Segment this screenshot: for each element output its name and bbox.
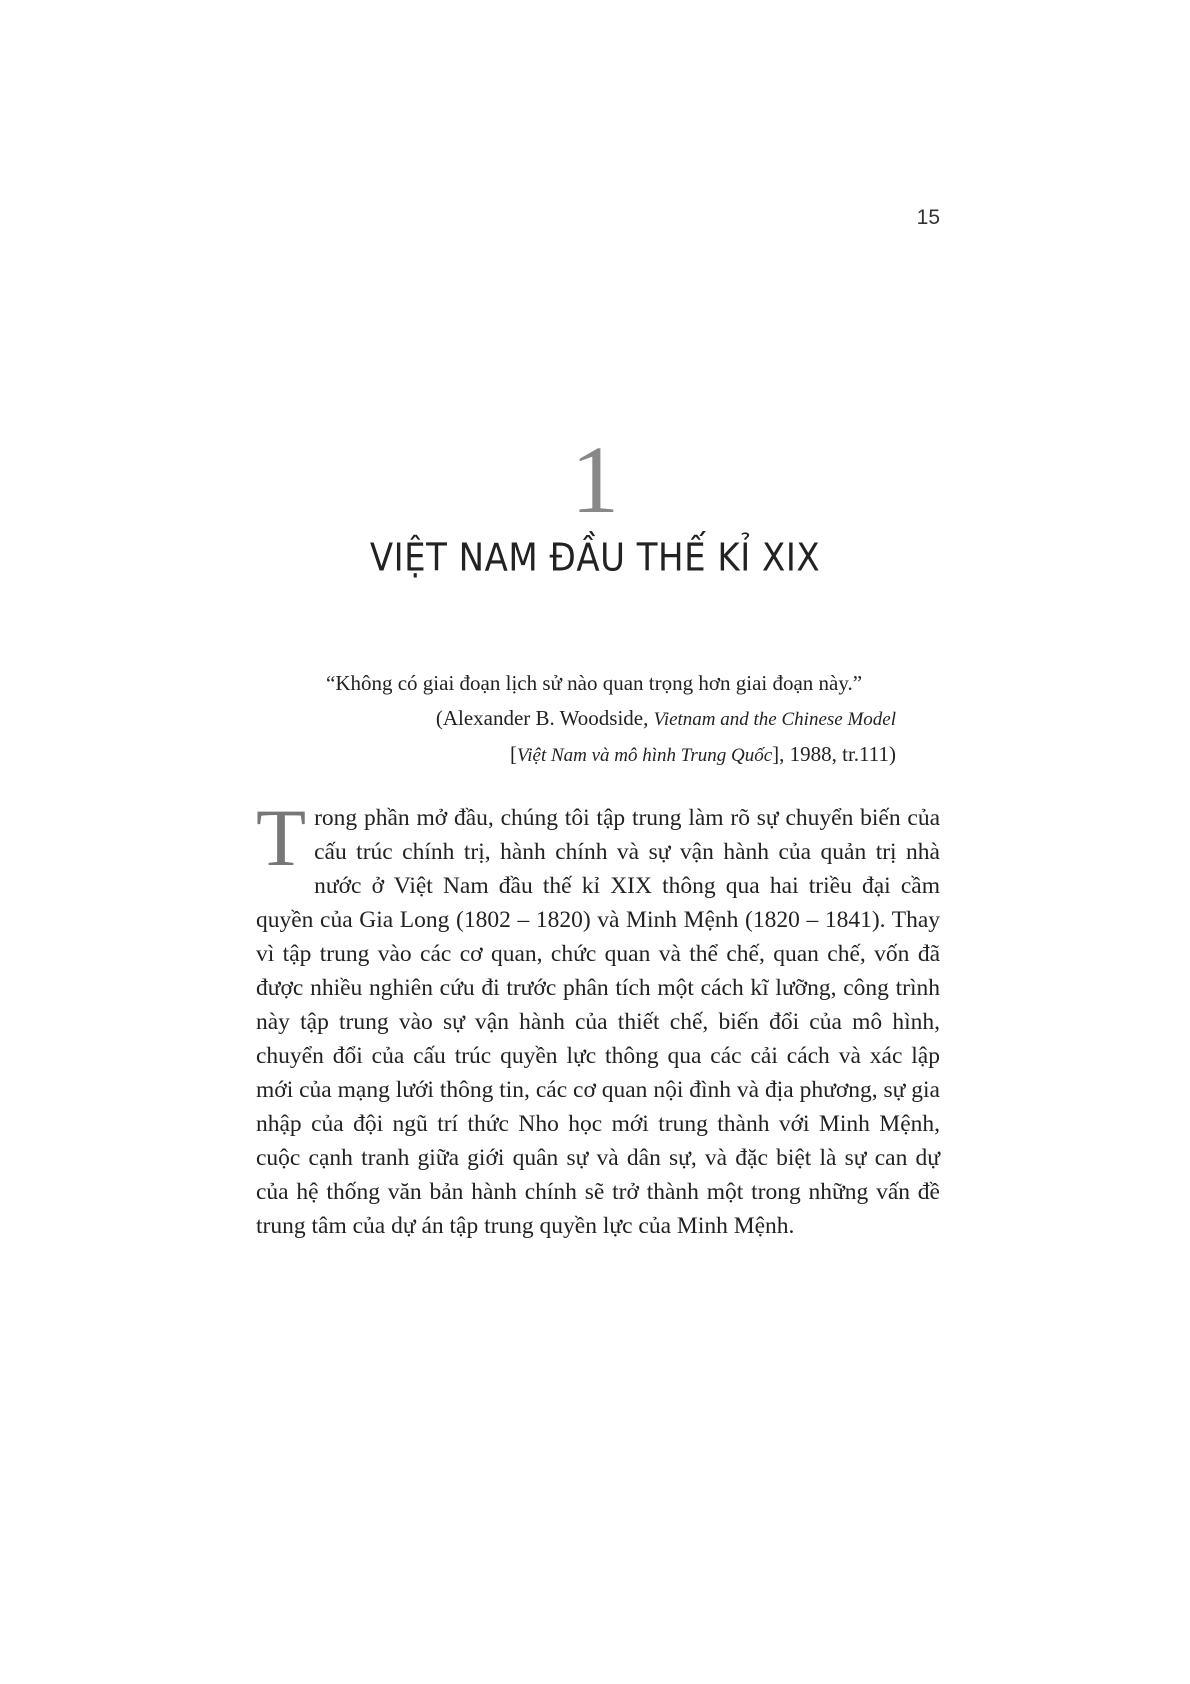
- page-number: 15: [916, 206, 940, 229]
- epigraph-bracket-open: [: [510, 742, 518, 766]
- epigraph-author: (Alexander B. Woodside,: [435, 706, 654, 730]
- epigraph-attribution-line-1: [256, 701, 896, 737]
- epigraph: [256, 666, 896, 773]
- epigraph-work-title-vi: Việt Nam và mô hình Trung Quốc: [517, 745, 773, 766]
- epigraph-quote: “Không có giai đoạn lịch sử nào quan trọng hơn giai đoạn này.”: [326, 671, 863, 695]
- epigraph-citation: ], 1988, tr.111): [772, 742, 896, 766]
- drop-cap: T: [256, 792, 307, 883]
- chapter-title: VIỆT NAM ĐẦU THẾ KỈ XIX: [369, 535, 821, 581]
- epigraph-work-title: Vietnam and the Chinese Model: [653, 709, 896, 730]
- body-paragraph-text: rong phần mở đầu, chúng tôi tập trung làm rõ sự chuyển biến của cấu trúc chính trị, hành chính và sự vận hành của quản trị nhà nước ở Việt Nam đầu thế kỉ XIX thông qua hai triều đại cầm quyền của Gia Long (1802 – 1820) và Minh Mệnh (1820 – 1841). Thay vì tập trung vào các cơ quan, chức quan và thể chế, quan chế, vốn đã được nhiều nghiên cứu đi trước phân tích một cách kĩ lưỡng, công trình này tập trung vào sự vận hành của thiết chế, biến đổi của mô hình, chuyển đổi của cấu trúc quyền lực thông qua các cải cách và xác lập mới của mạng lưới thông tin, các cơ quan nội đình và địa phương, sự gia nhập của đội ngũ trí thức Nho học mới trung thành với Minh Mệnh, cuộc cạnh tranh giữa giới quân sự và dân sự, và đặc biệt là sự can dự của hệ thống văn bản hành chính sẽ trở thành một trong những vấn đề trung tâm của dự án tập trung quyền lực của Minh Mệnh.: [256, 805, 940, 1239]
- chapter-number: 1: [571, 426, 619, 533]
- epigraph-attribution-line-2: [256, 737, 896, 773]
- body-paragraph: [256, 792, 940, 1243]
